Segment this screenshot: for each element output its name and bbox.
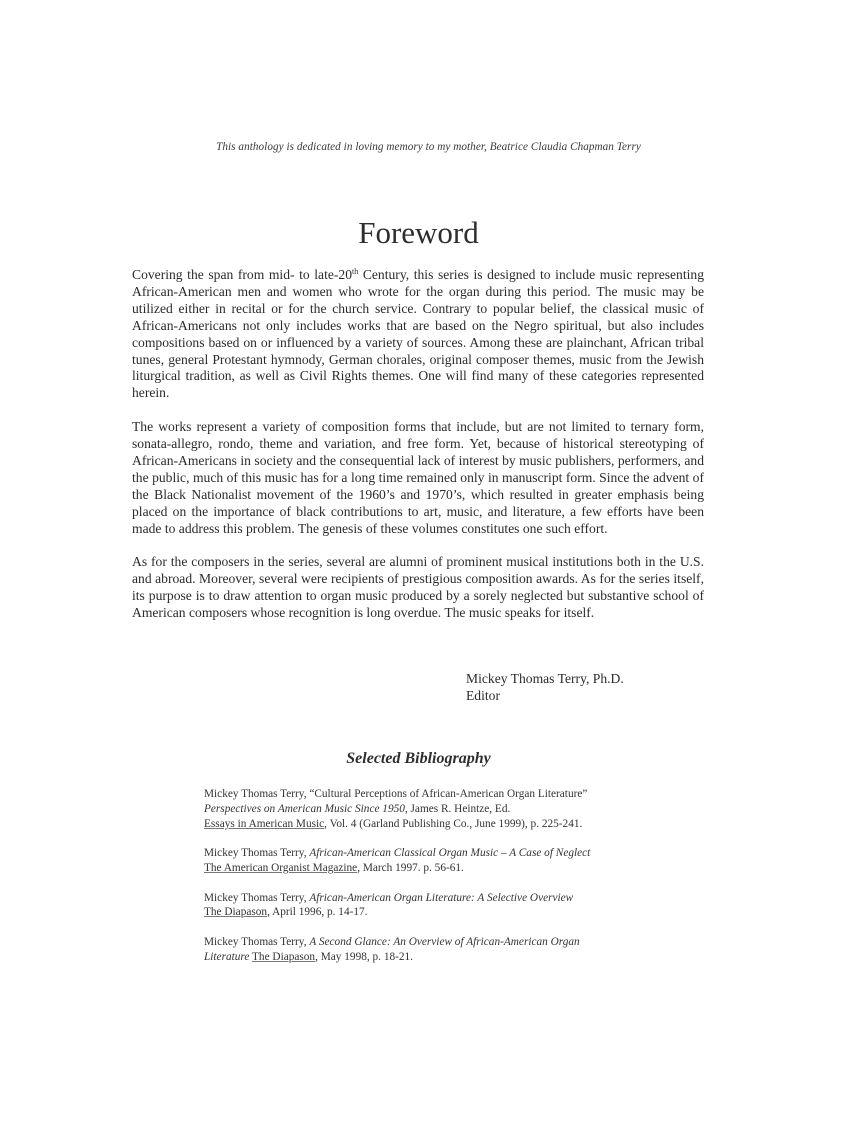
signature-block (466, 671, 624, 705)
signature-name: Mickey Thomas Terry, Ph.D. (466, 671, 624, 686)
entry-editor: , James R. Heintze, Ed. (404, 802, 511, 815)
entry-article-title: A Second Glance: An Overview of African-American Organ (309, 935, 580, 948)
entry-line (204, 846, 674, 861)
bibliography-title: Selected Bibliography (346, 750, 491, 767)
entry-article-title: African-American Organ Literature: A Selective Overview (309, 891, 574, 904)
entry-article-title: African-American Classical Organ Music – A Case of Neglect (309, 847, 591, 860)
entry-publication: The Diapason (204, 906, 268, 919)
bibliography-entry (204, 891, 674, 921)
entry-line (204, 787, 674, 802)
foreword-paragraph-2: The works represent a variety of composition forms that include, but are not limited to ternary form, sonata-allegro, rondo, theme and variation, and free form. Yet, because of historical stereotyping of African-Americans in society and the consequential lack of interest by music publishers, performers, and the public, much of this music has for a long time remained only in manuscript form. Since the advent of the Black Nationalist movement of the 1960’s and 1970’s, which resulted in greater emphasis being placed on the importance of black contributions to art, music, and literature, a few efforts have been made to address this problem. The genesis of these volumes constitutes one such effort. (132, 419, 704, 536)
entry-line (204, 802, 674, 817)
entry-article-title-cont: Literature (204, 950, 250, 963)
entry-line (204, 891, 674, 906)
bibliography-list (204, 787, 674, 979)
entry-line (204, 905, 674, 920)
bibliography-entry (204, 935, 674, 965)
entry-line (204, 861, 674, 876)
entry-author: Mickey Thomas Terry, (204, 935, 310, 948)
entry-publication: The American Organist Magazine (204, 861, 358, 874)
bibliography-entry (204, 846, 674, 876)
ordinal-superscript: th (352, 267, 359, 276)
dedication-line: This anthology is dedicated in loving memory to my mother, Beatrice Claudia Chapman Terry (216, 141, 641, 153)
entry-details: , April 1996, p. 14-17. (267, 906, 368, 919)
entry-details: , March 1997. p. 56-61. (357, 861, 464, 874)
entry-publication: Essays in American Music (204, 817, 325, 830)
signature-role: Editor (466, 687, 500, 703)
entry-line (204, 935, 674, 950)
entry-author: Mickey Thomas Terry, (204, 847, 310, 860)
entry-book-title: Perspectives on American Music Since 1950 (204, 802, 405, 815)
entry-publication: The Diapason (252, 950, 316, 963)
entry-details: , May 1998, p. 18-21. (315, 950, 413, 963)
entry-author: Mickey Thomas Terry, (204, 891, 310, 904)
entry-line (204, 817, 674, 832)
bibliography-entry (204, 787, 674, 831)
entry-line (204, 950, 674, 965)
entry-article-title: “Cultural Perceptions of African-American Organ Literature” (309, 788, 588, 800)
page-title: Foreword (358, 215, 479, 250)
entry-details: , Vol. 4 (Garland Publishing Co., June 1999), p. 225-241. (324, 817, 583, 830)
paragraph-text: Covering the span from mid- to late-20 (132, 267, 353, 282)
foreword-body (132, 267, 704, 639)
foreword-paragraph-3: As for the composers in the series, several are alumni of prominent musical institutions both in the U.S. and abroad. Moreover, several were recipients of prestigious composition awards. As for the series itself, its purpose is to draw attention to organ music produced by a sorely neglected but substantive school of American composers whose recognition is long overdue. The music speaks for itself. (132, 554, 704, 621)
entry-author: Mickey Thomas Terry, (204, 788, 310, 800)
paragraph-text: Century, this series is designed to include music representing African-American men and women who wrote for the organ during this period. The music may be utilized either in recital or for the church service. Contrary to popular belief, the classical music of African-Americans not only includes works that are based on the Negro spiritual, but also includes compositions based on or influenced by a variety of sources. Among these are plainchant, African tribal tunes, general Protestant hymnody, German chorales, original composer themes, music from the Jewish liturgical tradition, as well as Civil Rights themes. One will find many of these categories represented herein. (132, 267, 704, 401)
foreword-paragraph-1 (132, 267, 704, 402)
